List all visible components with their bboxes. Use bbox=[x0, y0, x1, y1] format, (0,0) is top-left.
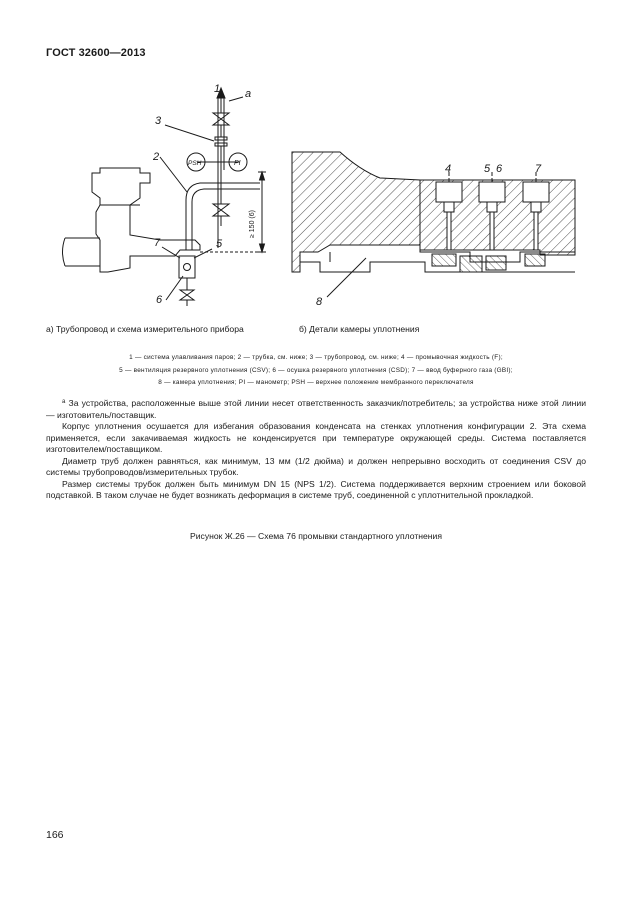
footnote: $^a$ За устройства, расположенные выше этой линии несет ответственность заказчик/потребитель; за устройства ниже этой линии — изготовитель/поставщик. bbox=[46, 398, 586, 420]
piping-diagram bbox=[63, 88, 267, 306]
legend-line-1: 1 — система улавливания паров; 2 — трубка, см. ниже; 3 — трубопровод, см. ниже; 4 — промывочная жидкость (F); bbox=[129, 354, 503, 361]
note-paragraph-1: Корпус уплотнения осушается для избегания образования конденсата на стенках уплотнения конфигурации 2. Эта схема применяется, если закачиваемая жидкость не конденсируется при температуре окружающей среды. Система поставляется изготовителем/поставщиком. bbox=[46, 421, 586, 454]
label-pi: PI bbox=[234, 160, 241, 167]
valve-bottom bbox=[180, 290, 194, 300]
label-5-left: 5 bbox=[216, 238, 223, 250]
valve-mid bbox=[213, 204, 229, 216]
legend-line-3: 8 — камера уплотнения; PI — манометр; PSH — верхнее положение мембранного переключателя bbox=[158, 379, 474, 386]
label-2: 2 bbox=[153, 151, 160, 163]
dimension-label: ≥ 150 (6) bbox=[249, 210, 256, 238]
caption-a: а) Трубопровод и схема измерительного прибора bbox=[46, 324, 244, 334]
label-3: 3 bbox=[155, 115, 162, 127]
label-6-left: 6 bbox=[156, 294, 163, 306]
figure-notes bbox=[46, 397, 586, 502]
label-1: 1 bbox=[214, 83, 221, 95]
footnote-mark: a bbox=[62, 399, 66, 405]
piping-labels bbox=[152, 83, 256, 306]
label-7-right: 7 bbox=[535, 163, 542, 175]
caption-b: б) Детали камеры уплотнения bbox=[299, 324, 420, 334]
legend-line-2: 5 — вентиляция резервного уплотнения (CSV); 6 — осушка резервного уплотнения (CSD); 7 — ввод буферного газа (GBI); bbox=[119, 366, 513, 374]
label-7: 7 bbox=[154, 237, 161, 249]
note-paragraph-3: Размер системы трубок должен быть минимум DN 15 (NPS 1/2). Система поддерживается верхним строением или боковой подставкой. В таком случае не будет возникать деформация в системе труб, соединенной с уплотнительной прокладкой. bbox=[46, 478, 586, 500]
note-paragraph-2: Диаметр труб должен равняться, как минимум, 13 мм (1/2 дюйма) и должен непрерывно восходить от соединения CSV до системы трубопроводов/измерительных трубок. bbox=[46, 455, 586, 477]
figure-title: Рисунок Ж.26 — Схема 76 промывки стандартного уплотнения bbox=[189, 531, 442, 541]
document-header: ГОСТ 32600—2013 bbox=[46, 47, 146, 59]
label-5-right: 5 bbox=[484, 163, 491, 175]
label-psh: PSH bbox=[188, 160, 202, 167]
label-a: a bbox=[245, 88, 252, 100]
label-6-right: 6 bbox=[496, 163, 503, 175]
seal-chamber-detail bbox=[292, 152, 575, 297]
technical-figure bbox=[0, 0, 630, 330]
page-number: 166 bbox=[46, 829, 64, 841]
label-4: 4 bbox=[445, 163, 452, 175]
label-8: 8 bbox=[316, 296, 323, 308]
csd-block bbox=[179, 256, 195, 278]
housing-left bbox=[292, 152, 420, 272]
figure-legend bbox=[46, 352, 586, 390]
valve-top bbox=[213, 113, 229, 125]
